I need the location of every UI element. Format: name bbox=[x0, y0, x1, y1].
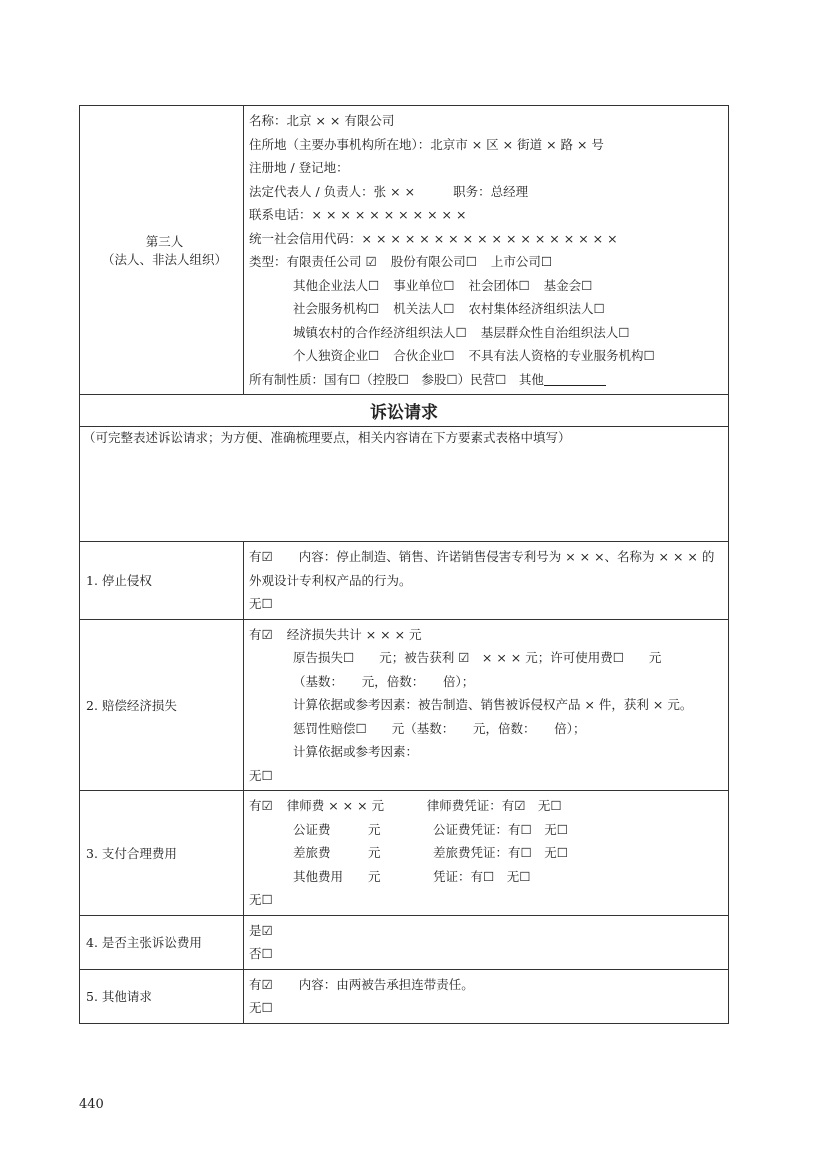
type-option: 农村集体经济组织法人☐ bbox=[468, 301, 605, 316]
third-party-type-line bbox=[249, 274, 723, 298]
type-option: 社会服务机构☐ bbox=[293, 301, 380, 316]
damages-row bbox=[80, 619, 729, 791]
fees-yes-checkbox[interactable]: 有☑ bbox=[249, 798, 273, 813]
type-option: 事业单位☐ bbox=[393, 277, 455, 293]
page-number: 440 bbox=[79, 1097, 104, 1112]
stop-infringement-yes-line bbox=[249, 545, 723, 592]
other-claims-label: 5. 其他请求 bbox=[80, 969, 244, 1023]
fee-item: 公证费 元 bbox=[293, 821, 381, 837]
litigation-costs-label: 4. 是否主张诉讼费用 bbox=[80, 915, 244, 969]
litigation-costs-no-checkbox[interactable]: 否☐ bbox=[249, 946, 273, 961]
third-party-type-line bbox=[249, 321, 723, 345]
damages-content bbox=[244, 619, 729, 791]
type-option: 合伙企业☐ bbox=[393, 348, 455, 363]
damages-calc-basis2: 计算依据或参考因素： bbox=[293, 744, 419, 759]
third-party-label-sub: （法人、非法人组织） bbox=[101, 252, 227, 267]
third-party-address: 住所地（主要办事机构所在地）：北京市 × 区 × 街道 × 路 × 号 bbox=[249, 136, 604, 152]
fees-line bbox=[249, 794, 723, 818]
third-party-type-line bbox=[249, 250, 723, 274]
fees-content bbox=[244, 791, 729, 916]
type-option: 个人独资企业☐ bbox=[293, 348, 380, 363]
third-party-representative-line bbox=[249, 180, 723, 204]
type-label: 类型： bbox=[249, 254, 287, 269]
type-option: 其他企业法人☐ bbox=[293, 277, 380, 293]
third-party-label: 第三人 bbox=[145, 234, 184, 249]
type-option: 城镇农村的合作经济组织法人☐ bbox=[293, 324, 467, 340]
damages-punitive: 惩罚性赔偿☐ 元（基数： 元，倍数： 倍）； bbox=[293, 720, 586, 736]
damages-breakdown-line2: （基数： 元，倍数： 倍）； bbox=[293, 673, 475, 689]
damages-yes-checkbox[interactable]: 有☑ bbox=[249, 626, 273, 642]
type-option: 社会团体☐ bbox=[468, 277, 530, 293]
fee-voucher: 差旅费凭证：有☐ 无☐ bbox=[433, 845, 568, 860]
type-option: 不具有法人资格的专业服务机构☐ bbox=[468, 348, 655, 363]
other-yes-checkbox[interactable]: 有☑ bbox=[249, 976, 273, 992]
damages-breakdown-line: 原告损失☐ 元；被告获利 ☑ × × × 元；许可使用费☐ 元 bbox=[293, 650, 662, 665]
claims-note[interactable]: （可完整表述诉讼请求；为方便、准确梳理要点，相关内容请在下方要素式表格中填写） bbox=[80, 427, 729, 542]
fee-item: 律师费 × × × 元 bbox=[286, 798, 385, 813]
third-party-row bbox=[80, 106, 729, 395]
damages-label: 2. 赔偿经济损失 bbox=[80, 619, 244, 791]
damages-calc-basis: 计算依据或参考因素：被告制造、销售被诉侵权产品 × 件，获利 × 元。 bbox=[293, 697, 693, 712]
stop-infringement-label: 1. 停止侵权 bbox=[80, 542, 244, 620]
litigation-costs-row bbox=[80, 915, 729, 969]
litigation-costs-yes-checkbox[interactable]: 是☑ bbox=[249, 922, 273, 938]
fee-voucher: 凭证：有☐ 无☐ bbox=[433, 868, 531, 884]
type-option: 有限责任公司 ☑ bbox=[286, 254, 377, 269]
fees-line bbox=[249, 865, 723, 889]
third-party-phone: 联系电话：× × × × × × × × × × × bbox=[249, 207, 467, 222]
other-claims-row bbox=[80, 969, 729, 1023]
stop-infringement-content bbox=[244, 542, 729, 620]
third-party-type-line bbox=[249, 344, 723, 368]
other-content-text: 内容：由两被告承担连带责任。 bbox=[298, 976, 474, 992]
third-party-type-line bbox=[249, 297, 723, 321]
third-party-credit-code: 统一社会信用代码：× × × × × × × × × × × × × × × × × × bbox=[249, 230, 618, 246]
third-party-ownership-line bbox=[249, 368, 723, 392]
complaint-form-table bbox=[79, 105, 729, 1024]
third-party-name: 名称：北京 × × 有限公司 bbox=[249, 113, 395, 128]
third-party-content bbox=[244, 106, 729, 395]
third-party-position: 职务：总经理 bbox=[453, 183, 529, 199]
type-option: 基层群众性自治组织法人☐ bbox=[480, 324, 630, 340]
other-no-checkbox[interactable]: 无☐ bbox=[249, 1000, 273, 1015]
fee-item: 其他费用 元 bbox=[293, 868, 381, 884]
claims-heading-row bbox=[80, 395, 729, 427]
fee-item: 差旅费 元 bbox=[293, 845, 381, 860]
claims-note-row bbox=[80, 427, 729, 542]
ownership-other-blank[interactable] bbox=[544, 371, 606, 386]
type-option: 股份有限公司☐ bbox=[390, 254, 477, 269]
fee-voucher: 公证费凭证：有☐ 无☐ bbox=[433, 821, 568, 837]
claims-heading: 诉讼请求 bbox=[80, 395, 729, 427]
type-option: 机关法人☐ bbox=[393, 301, 455, 316]
fee-voucher: 律师费凭证：有☑ 无☐ bbox=[426, 798, 562, 813]
damages-yes-line bbox=[249, 623, 723, 647]
third-party-registration: 注册地 / 登记地： bbox=[249, 160, 349, 175]
damages-no-checkbox[interactable]: 无☐ bbox=[249, 767, 273, 783]
third-party-representative: 法定代表人 / 负责人：张 × × bbox=[249, 183, 416, 199]
fees-line bbox=[249, 818, 723, 842]
fees-line bbox=[249, 841, 723, 865]
stop-content-text: 内容：停止制造、销售、许诺销售侵害专利号为 × × ×、名称为 × × × 的外观设计专利权产品的行为。 bbox=[249, 549, 715, 588]
third-party-label-cell bbox=[80, 106, 244, 395]
other-claims-content bbox=[244, 969, 729, 1023]
fees-no-checkbox[interactable]: 无☐ bbox=[249, 892, 273, 907]
fees-row bbox=[80, 791, 729, 916]
fees-label: 3. 支付合理费用 bbox=[80, 791, 244, 916]
stop-yes-checkbox[interactable]: 有☑ bbox=[249, 549, 273, 564]
litigation-costs-content bbox=[244, 915, 729, 969]
type-option: 上市公司☐ bbox=[490, 254, 553, 269]
other-claims-yes-line bbox=[249, 973, 723, 997]
type-option: 基金会☐ bbox=[543, 277, 593, 293]
stop-no-checkbox[interactable]: 无☐ bbox=[249, 596, 273, 611]
ownership-text: 所有制性质：国有☐（控股☐ 参股☐）民营☐ 其他 bbox=[249, 371, 544, 387]
damages-total: 经济损失共计 × × × 元 bbox=[286, 626, 422, 642]
stop-infringement-row bbox=[80, 542, 729, 620]
